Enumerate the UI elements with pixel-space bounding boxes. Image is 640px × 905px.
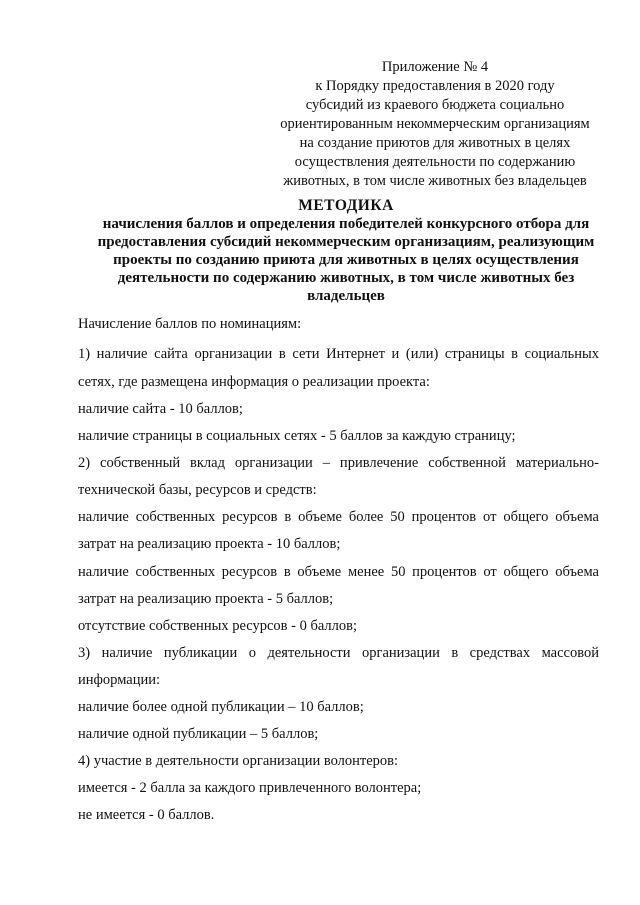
- body-line: имеется - 2 балла за каждого привлеченного волонтера;: [78, 780, 422, 796]
- body-line: наличие одной публикации – 5 баллов;: [78, 726, 319, 742]
- body-line: 1) наличие сайта организации в сети Интернет и (или) страницы в социальных: [78, 346, 599, 362]
- body-line: наличие более одной публикации – 10 баллов;: [78, 699, 364, 715]
- title-sub-line: деятельности по содержанию животных, в том числе животных без: [117, 270, 575, 286]
- body-line: технической базы, ресурсов и средств:: [78, 482, 317, 498]
- appendix-line: ориентированным некоммерческим организациям: [280, 116, 590, 132]
- body-line: 2) собственный вклад организации – привлечение собственной материально-: [78, 455, 599, 471]
- document-title: [78, 197, 614, 305]
- appendix-header: [255, 58, 615, 191]
- body-line: наличие собственных ресурсов в объеме более 50 процентов от общего объема: [78, 509, 599, 525]
- body-line: 3) наличие публикации о деятельности организации в средствах массовой: [78, 645, 599, 661]
- body-line: не имеется - 0 баллов.: [78, 807, 215, 823]
- body-line: отсутствие собственных ресурсов - 0 баллов;: [78, 618, 358, 634]
- title-sub-line: проекты по созданию приюта для животных в целях осуществления: [113, 252, 579, 268]
- appendix-line: осуществления деятельности по содержанию: [294, 154, 576, 170]
- body-line: информации:: [78, 672, 161, 688]
- body-line: затрат на реализацию проекта - 10 баллов;: [78, 536, 341, 552]
- body-line: наличие страницы в социальных сетях - 5 баллов за каждую страницу;: [78, 428, 516, 444]
- appendix-line: субсидий из краевого бюджета социально: [305, 97, 565, 113]
- body-line: затрат на реализацию проекта - 5 баллов;: [78, 591, 334, 607]
- title-sub-line: владельцев: [307, 288, 385, 304]
- appendix-line: на создание приютов для животных в целях: [299, 135, 571, 151]
- body-line: 4) участие в деятельности организации волонтеров:: [78, 753, 399, 769]
- appendix-line: Приложение № 4: [381, 59, 489, 75]
- appendix-line: к Порядку предоставления в 2020 году: [315, 78, 555, 94]
- body-line: наличие собственных ресурсов в объеме менее 50 процентов от общего объема: [78, 564, 599, 580]
- body-line: сетях, где размещена информация о реализации проекта:: [78, 374, 430, 390]
- title-sub-line: начисления баллов и определения победителей конкурсного отбора для: [102, 216, 590, 232]
- title-sub-line: предоставления субсидий некоммерческим организациям, реализующим: [97, 234, 595, 250]
- body-line: Начисление баллов по номинациям:: [78, 316, 302, 332]
- title-main: МЕТОДИКА: [298, 197, 394, 214]
- appendix-line: животных, в том числе животных без владельцев: [283, 173, 587, 189]
- body-line: наличие сайта - 10 баллов;: [78, 401, 243, 417]
